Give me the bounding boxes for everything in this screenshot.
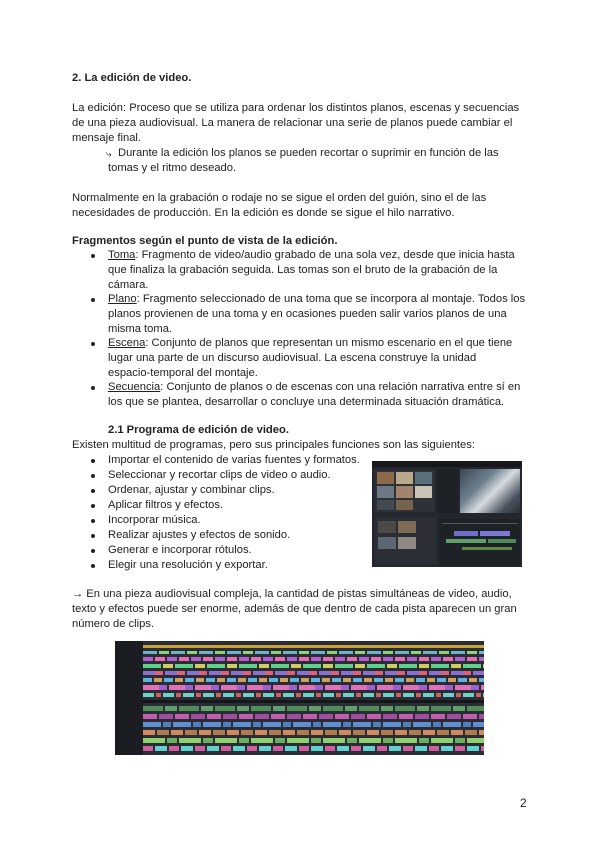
page-number: 2 — [520, 796, 527, 810]
program-item-6: Realizar ajustes y efectos de sonido. — [108, 529, 291, 541]
fragments-title: Fragmentos según el punto de vista de la edición. — [72, 235, 338, 247]
timeline-image — [115, 641, 484, 755]
bullet-item-7 — [91, 549, 95, 553]
para2-line-1: Normalmente en la grabación o rodaje no se sigue el orden del guión, sino el de las — [72, 192, 487, 204]
bullet-item-3 — [91, 489, 95, 493]
intro-sub-line-2: tomas y el ritmo deseado. — [108, 162, 237, 174]
bullet-item-5 — [91, 519, 95, 523]
program-item-4: Aplicar filtros y efectos. — [108, 499, 224, 511]
plano-term: Plano — [108, 293, 137, 305]
program-intro: Existen multitud de programas, pero sus principales funciones son las siguientes: — [72, 439, 475, 451]
program-item-1: Importar el contenido de varias fuentes y formatos. — [108, 454, 360, 466]
bullet-secuencia — [91, 386, 95, 390]
bullet-item-2 — [91, 474, 95, 478]
secuencia-line-1 — [108, 380, 520, 395]
secuencia-line-2: los que se plantea, desarrollar o concluye una determinada situación dramática. — [108, 396, 505, 408]
secuencia-def: : Conjunto de planos o de escenas con una relación narrativa entre sí en — [160, 381, 521, 393]
escena-line-1 — [108, 336, 512, 351]
complex-line-1: → En una pieza audiovisual compleja, la cantidad de pistas simultáneas de video, audio, — [72, 588, 512, 600]
complex-line-2: texto y efectos puede ser enorme, además de que dentro de cada pista aparecen un gran — [72, 603, 517, 615]
program-item-3: Ordenar, ajustar y combinar clips. — [108, 484, 275, 496]
toma-line-1 — [108, 248, 515, 263]
complex-line-3: número de clips. — [72, 618, 155, 630]
bullet-toma — [91, 254, 95, 258]
bullet-escena — [91, 342, 95, 346]
escena-def: : Conjunto de planos que representan un mismo escenario en el que tiene — [145, 337, 513, 349]
bullet-item-8 — [91, 564, 95, 568]
bullet-plano — [91, 298, 95, 302]
bullet-item-1 — [91, 459, 95, 463]
para2-line-2: necesidades de producción. En la edición es donde se sigue el hilo narrativo. — [72, 207, 455, 219]
intro-line-2: de una pieza audiovisual. La manera de relacionar una serie de planos puede cambiar el — [72, 117, 513, 129]
sub-arrow-icon: ⤷ — [106, 149, 112, 160]
toma-def: : Fragmento de video/audio grabado de una sola vez, desde que inicia hasta — [135, 249, 515, 261]
program-item-2: Seleccionar y recortar clips de video o audio. — [108, 469, 331, 481]
intro-line-1: La edición: Proceso que se utiliza para ordenar los distintos planos, escenas y secuencias — [72, 102, 520, 114]
secuencia-term: Secuencia — [108, 381, 161, 393]
intro-line-3: mensaje final. — [72, 132, 142, 144]
program-title: 2.1 Programa de edición de video. — [108, 424, 289, 436]
toma-term: Toma — [108, 249, 136, 261]
editing-software-image — [372, 461, 522, 567]
section-heading: 2. La edición de video. — [72, 72, 192, 84]
escena-line-3: espacio-temporal del montaje. — [108, 367, 258, 379]
bullet-item-6 — [91, 534, 95, 538]
program-item-7: Generar e incorporar rótulos. — [108, 544, 252, 556]
intro-sub-line-1: Durante la edición los planos se pueden recortar o suprimir en función de las — [118, 147, 499, 159]
escena-line-2: lugar una parte de un discurso audiovisual. La escena construye la unidad — [108, 352, 477, 364]
plano-def: : Fragmento seleccionado de una toma que se incorpora al montaje. Todos los — [136, 293, 526, 305]
plano-line-3: misma toma. — [108, 323, 173, 335]
program-item-5: Incorporar música. — [108, 514, 201, 526]
plano-line-1 — [108, 292, 525, 307]
bullet-item-4 — [91, 504, 95, 508]
escena-term: Escena — [108, 337, 146, 349]
toma-line-2: que finaliza la grabación seguida. Las tomas son el bruto de la grabación de la — [108, 264, 498, 276]
plano-line-2: planos provienen de una toma y en ocasiones pueden salir varios planos de una — [108, 308, 507, 320]
toma-line-3: cámara. — [108, 279, 149, 291]
program-item-8: Elegir una resolución y exportar. — [108, 559, 268, 571]
